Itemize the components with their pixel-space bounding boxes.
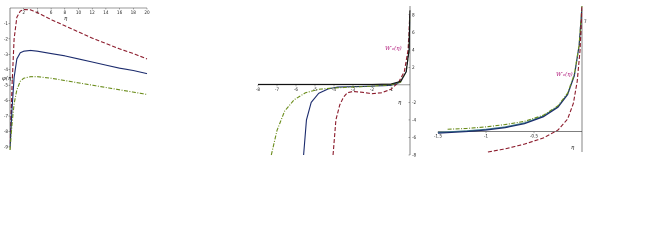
x-tick-label: 12 [89, 10, 95, 15]
series-line-2 [10, 77, 147, 150]
x-tick-label: -1 [483, 133, 489, 139]
x-tick-label: -5 [312, 86, 318, 92]
y-tick-label: -6 [3, 98, 8, 104]
x-axis-label: η [64, 16, 68, 22]
y-tick-label: -4 [3, 67, 8, 73]
series-line-1 [438, 6, 582, 133]
x-tick-label: -8 [255, 86, 261, 92]
y-axis-label: W′₀(η) [556, 72, 573, 78]
x-tick-label: 6 [49, 10, 53, 15]
x-tick-label: -7 [274, 86, 280, 92]
y-tick-label: 6 [412, 29, 415, 35]
x-tick-label: 18 [130, 10, 136, 15]
x-tick-label: 10 [75, 10, 82, 15]
y-tick-label: -8 [412, 152, 417, 158]
y-tick-label: -1 [3, 20, 8, 26]
y-tick-label: -5 [3, 82, 8, 88]
x-axis-label: η [398, 100, 402, 106]
y-axis-label: φ(η) [2, 76, 14, 82]
y-tick-label: -3 [3, 51, 8, 57]
y-tick-label: -4 [412, 117, 417, 123]
chart-w0-prime [256, 6, 417, 158]
x-axis-label: η [571, 145, 575, 151]
x-tick-label: -1 [388, 86, 394, 92]
x-tick-label: -0.5 [529, 133, 539, 139]
series-line-0 [10, 10, 147, 150]
x-tick-label: 4 [36, 10, 39, 15]
x-tick-label: -6 [293, 86, 299, 92]
x-tick-label: -1.5 [433, 133, 443, 139]
x-tick-label: 14 [103, 10, 109, 15]
y-tick-label: 4 [412, 47, 415, 53]
series-line-2 [448, 6, 582, 129]
series-line-1 [10, 50, 147, 150]
y-tick-label: 8 [412, 12, 415, 18]
chart-w0-prime-zoom [434, 6, 587, 152]
chart-phi [2, 8, 150, 150]
x-tick-label: 8 [63, 10, 67, 15]
x-tick-label: 2 [22, 10, 26, 15]
y-tick-label: -6 [412, 134, 417, 140]
x-tick-label: 16 [116, 10, 123, 15]
x-tick-label: -3 [350, 86, 356, 92]
x-tick-label: 20 [144, 10, 150, 15]
x-tick-label: -2 [369, 86, 375, 92]
y-tick-label: -7 [3, 113, 8, 119]
y-tick-label: -2 [3, 36, 8, 42]
y-tick-label: -2 [412, 99, 417, 105]
x-tick-label: -4 [331, 86, 337, 92]
y-axis-label: W′₀(η) [385, 46, 402, 52]
series-line-3 [488, 6, 582, 152]
y-tick-label: -8 [3, 128, 8, 134]
y-tick-label: 7 [584, 19, 587, 25]
series-line-2 [271, 10, 410, 155]
y-tick-label: 2 [412, 64, 415, 70]
series-line-0 [438, 6, 582, 132]
y-tick-label: -9 [3, 144, 8, 150]
